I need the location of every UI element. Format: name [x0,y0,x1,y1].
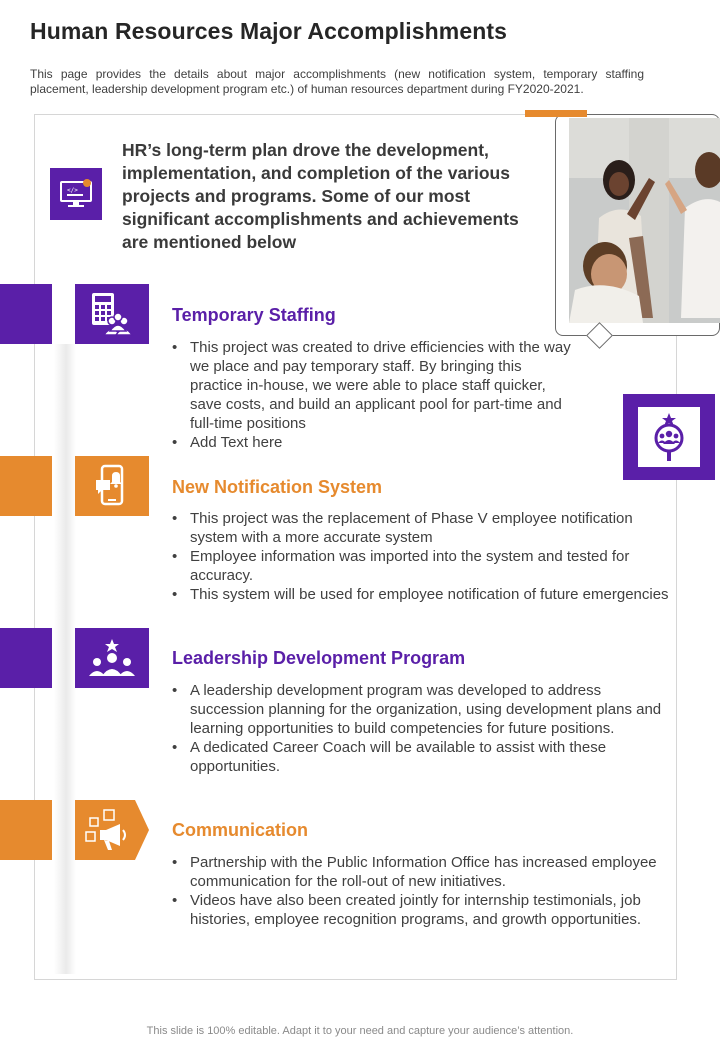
talent-search-icon [647,412,691,462]
monitor-icon [59,179,93,209]
section-bullets-temporary-staffing [172,338,572,452]
communication-arrow-tip [135,800,149,860]
megaphone-icon [82,806,132,854]
bullet-item: • Employee information was imported into the system and tested for accuracy. [172,547,672,585]
photo-accent-bar [525,110,587,117]
calculator-team-icon [88,291,136,337]
section-title-leadership-development-program: Leadership Development Program [172,648,466,668]
bullet-item: • This project was the replacement of Phase V employee notification system with a more accurate system [172,509,672,547]
section-icon-box-new-notification-system [75,456,149,516]
section-title-new-notification-system: New Notification System [172,477,383,497]
page-subtitle: This page provides the details about major accomplishments (new notification system, temporary staffing placement, leadership development program etc.) of human resources department during FY2020-2021. [30,67,644,96]
section-title-temporary-staffing: Temporary Staffing [172,305,336,325]
side-badge [623,394,715,480]
section-bullets-new-notification-system [172,509,672,604]
team-high-five-photo [569,118,720,323]
bullet-item: • Partnership with the Public Information Office has increased employee communication for the roll-out of new initiatives. [172,853,672,891]
section-bullets-leadership-development-program [172,681,662,776]
mobile-notification-icon [94,464,130,508]
section-title-communication: Communication [172,820,309,840]
section-icon-box-temporary-staffing [75,284,149,344]
page-title: Human Resources Major Accomplishments [30,18,508,44]
section-band-leadership-development-program [0,628,52,688]
bullet-item: • Add Text here [172,433,572,452]
bullet-item: • This project was created to drive efficiencies with the way we place and pay temporary staff. By bringing this practice in-house, we were able to place staff quicker, save costs, and build an applicant pool for part-time and full-time positions [172,338,572,433]
bullet-item: • A leadership development program was developed to address succession planning for the organization, using development plans and learning opportunities to build competencies for future positions. [172,681,662,738]
section-band-temporary-staffing [0,284,52,344]
footer-note: This slide is 100% editable. Adapt it to your need and capture your audience’s attention. [146,1025,574,1037]
intro-icon-box [50,168,102,220]
section-bullets-communication [172,853,672,929]
bullet-item: • This system will be used for employee notification of future emergencies [172,585,672,604]
communication-icon-wrap [82,806,132,854]
section-band-new-notification-system [0,456,52,516]
intro-text: HR’s long-term plan drove the development, implementation, and completion of the various projects and programs. Some of our most significant accomplishments and achievements are mentioned below [122,140,519,252]
bullet-item: • A dedicated Career Coach will be available to assist with these opportunities. [172,738,662,776]
timeline-rail [54,344,76,974]
team-leader-star-icon [87,638,137,678]
bullet-item: • Videos have also been created jointly for internship testimonials, job histories, employee recognition programs, and growth opportunities. [172,891,672,929]
side-badge-inner [638,407,700,467]
section-icon-box-leadership-development-program [75,628,149,688]
section-band-communication [0,800,52,860]
svg-text:</>: </> [67,187,78,194]
